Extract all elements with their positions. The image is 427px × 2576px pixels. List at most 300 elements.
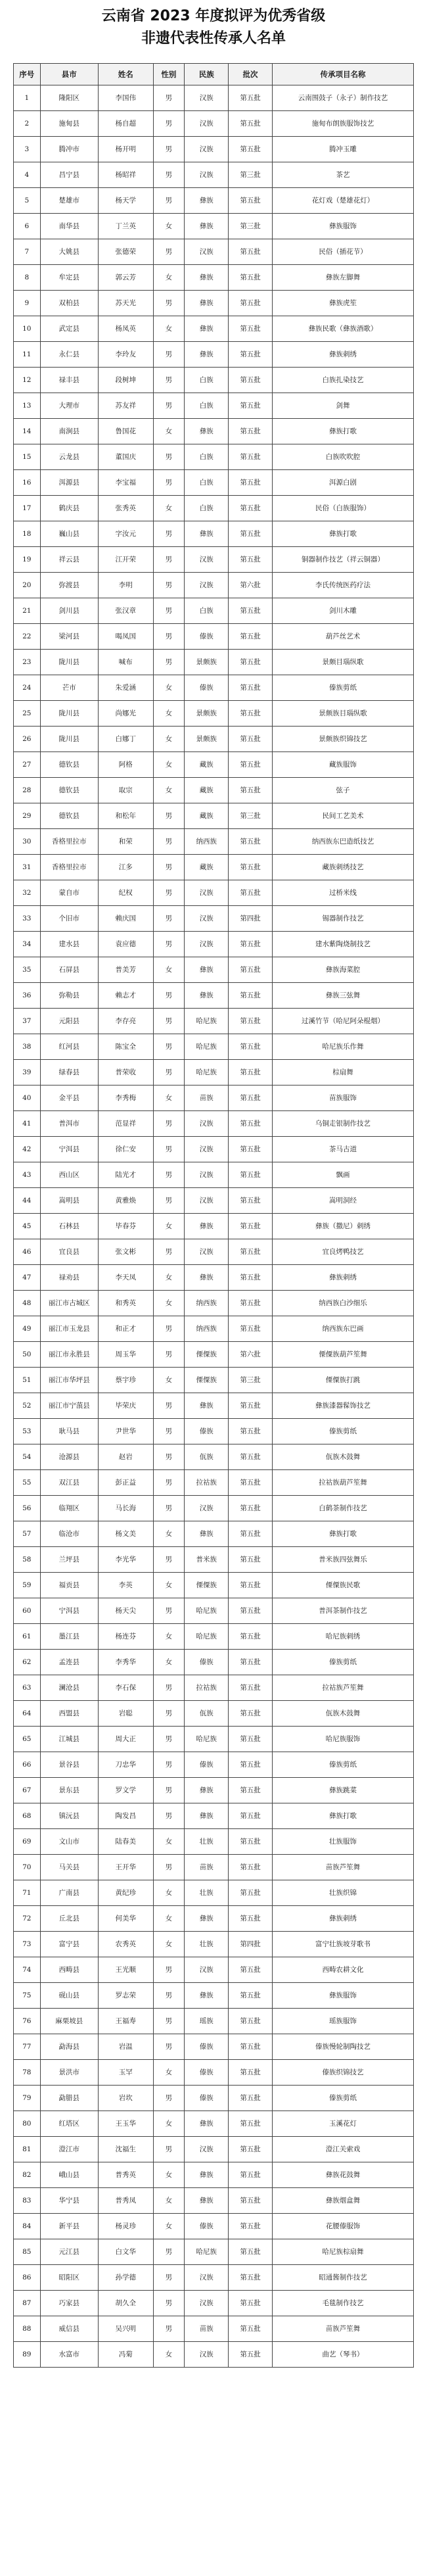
table-row [14, 2214, 414, 2239]
cell-name: 李宝福 [98, 470, 153, 496]
cell-project: 彝族服饰 [273, 1983, 414, 2009]
cell-project: 傣族慢轮制陶技艺 [273, 2034, 414, 2060]
table-row [14, 2239, 414, 2265]
cell-ethnicity: 哈尼族 [185, 1624, 229, 1650]
cell-name: 李天凤 [98, 1265, 153, 1291]
cell-name: 喊布 [98, 650, 153, 675]
cell-batch: 第五批 [229, 2265, 273, 2291]
cell-gender: 女 [153, 2111, 185, 2137]
cell-batch: 第五批 [229, 2239, 273, 2265]
cell-batch: 第五批 [229, 2009, 273, 2034]
cell-name: 江开荣 [98, 547, 153, 573]
cell-ethnicity: 哈尼族 [185, 1034, 229, 1060]
cell-county: 嵩明县 [40, 1188, 98, 1214]
cell-county: 陇川县 [40, 650, 98, 675]
cell-batch: 第五批 [229, 1137, 273, 1162]
cell-index: 41 [14, 1111, 41, 1137]
cell-county: 临翔区 [40, 1496, 98, 1521]
cell-batch: 第五批 [229, 1624, 273, 1650]
cell-gender: 男 [153, 2009, 185, 2034]
cell-index: 56 [14, 1496, 41, 1521]
cell-gender: 男 [153, 855, 185, 880]
cell-county: 昭阳区 [40, 2265, 98, 2291]
cell-project: 景颇族织锦技艺 [273, 727, 414, 752]
cell-ethnicity: 傈僳族 [185, 1368, 229, 1393]
cell-name: 李玲友 [98, 342, 153, 368]
cell-ethnicity: 傣族 [185, 2214, 229, 2239]
cell-county: 大姚县 [40, 239, 98, 265]
cell-index: 79 [14, 2086, 41, 2111]
cell-ethnicity: 彝族 [185, 1521, 229, 1547]
cell-county: 弥勒县 [40, 983, 98, 1009]
cell-gender: 男 [153, 162, 185, 188]
table-row [14, 650, 414, 675]
cell-county: 景谷县 [40, 1752, 98, 1778]
cell-project: 弦子 [273, 778, 414, 803]
cell-ethnicity: 哈尼族 [185, 1598, 229, 1624]
cell-project: 彝族漆器髹饰技艺 [273, 1393, 414, 1419]
cell-project: 彝族刺绣 [273, 342, 414, 368]
cell-gender: 男 [153, 1393, 185, 1419]
cell-name: 和秀英 [98, 1291, 153, 1316]
cell-batch: 第五批 [229, 752, 273, 778]
cell-gender: 女 [153, 1291, 185, 1316]
cell-ethnicity: 拉祜族 [185, 1470, 229, 1496]
cell-index: 43 [14, 1162, 41, 1188]
cell-ethnicity: 彝族 [185, 957, 229, 983]
cell-county: 西山区 [40, 1162, 98, 1188]
cell-name: 杨天尖 [98, 1598, 153, 1624]
cell-ethnicity: 彝族 [185, 188, 229, 214]
cell-county: 丽江市玉龙县 [40, 1316, 98, 1342]
table-row [14, 2086, 414, 2111]
cell-project: 乌铜走银制作技艺 [273, 1111, 414, 1137]
cell-project: 瑶族服饰 [273, 2009, 414, 2034]
cell-index: 87 [14, 2291, 41, 2316]
table-row [14, 1521, 414, 1547]
cell-ethnicity: 傈僳族 [185, 1342, 229, 1368]
cell-project: 白族扎染技艺 [273, 368, 414, 393]
cell-county: 建水县 [40, 932, 98, 957]
cell-batch: 第五批 [229, 1803, 273, 1829]
table-row [14, 1162, 414, 1188]
cell-county: 香格里拉市 [40, 829, 98, 855]
cell-gender: 女 [153, 496, 185, 521]
table-row [14, 1496, 414, 1521]
cell-ethnicity: 瑶族 [185, 2009, 229, 2034]
cell-batch: 第五批 [229, 1393, 273, 1419]
cell-project: 宜良烤鸭技艺 [273, 1239, 414, 1265]
cell-county: 福贡县 [40, 1573, 98, 1598]
cell-gender: 女 [153, 1368, 185, 1393]
cell-name: 马长海 [98, 1496, 153, 1521]
cell-ethnicity: 彝族 [185, 291, 229, 316]
table-row [14, 1701, 414, 1727]
cell-name: 黄纪珍 [98, 1880, 153, 1906]
cell-project: 哈尼族乐作舞 [273, 1034, 414, 1060]
cell-gender: 男 [153, 2086, 185, 2111]
cell-batch: 第五批 [229, 1829, 273, 1855]
cell-name: 白文华 [98, 2239, 153, 2265]
cell-index: 11 [14, 342, 41, 368]
cell-gender: 男 [153, 1470, 185, 1496]
cell-batch: 第五批 [229, 1650, 273, 1675]
cell-ethnicity: 彝族 [185, 1906, 229, 1932]
cell-batch: 第五批 [229, 2086, 273, 2111]
cell-gender: 男 [153, 111, 185, 137]
cell-ethnicity: 苗族 [185, 1855, 229, 1880]
table-row [14, 1598, 414, 1624]
cell-index: 13 [14, 393, 41, 419]
cell-batch: 第五批 [229, 1085, 273, 1111]
cell-gender: 女 [153, 1650, 185, 1675]
cell-name: 周玉华 [98, 1342, 153, 1368]
cell-name: 玉罕 [98, 2060, 153, 2086]
cell-county: 丘北县 [40, 1906, 98, 1932]
cell-county: 香格里拉市 [40, 855, 98, 880]
cell-batch: 第五批 [229, 111, 273, 137]
table-row [14, 291, 414, 316]
cell-gender: 男 [153, 983, 185, 1009]
cell-ethnicity: 傣族 [185, 2034, 229, 2060]
table-row [14, 1265, 414, 1291]
cell-name: 周大正 [98, 1727, 153, 1752]
cell-name: 杨文美 [98, 1521, 153, 1547]
cell-county: 广南县 [40, 1880, 98, 1906]
cell-ethnicity: 藏族 [185, 778, 229, 803]
cell-name: 朱爱涵 [98, 675, 153, 701]
cell-batch: 第五批 [229, 1880, 273, 1906]
cell-batch: 第五批 [229, 1727, 273, 1752]
table-row [14, 932, 414, 957]
cell-name: 冯菊 [98, 2342, 153, 2368]
table-row [14, 214, 414, 239]
cell-index: 55 [14, 1470, 41, 1496]
cell-county: 楚雄市 [40, 188, 98, 214]
cell-name: 王开华 [98, 1855, 153, 1880]
cell-index: 58 [14, 1547, 41, 1573]
cell-gender: 女 [153, 1624, 185, 1650]
cell-project: 富宁壮族坡芽歌书 [273, 1932, 414, 1957]
cell-batch: 第五批 [229, 880, 273, 906]
cell-index: 33 [14, 906, 41, 932]
cell-index: 53 [14, 1419, 41, 1444]
cell-batch: 第五批 [229, 368, 273, 393]
cell-index: 63 [14, 1675, 41, 1701]
cell-gender: 男 [153, 2265, 185, 2291]
cell-batch: 第三批 [229, 1368, 273, 1393]
cell-ethnicity: 傣族 [185, 1419, 229, 1444]
cell-gender: 男 [153, 239, 185, 265]
cell-name: 郭云芳 [98, 265, 153, 291]
cell-name: 罗志荣 [98, 1983, 153, 2009]
cell-gender: 女 [153, 2188, 185, 2214]
cell-name: 杨凤英 [98, 316, 153, 342]
table-row [14, 2342, 414, 2368]
cell-batch: 第五批 [229, 1573, 273, 1598]
table-row [14, 1675, 414, 1701]
cell-batch: 第五批 [229, 932, 273, 957]
cell-batch: 第五批 [229, 1009, 273, 1034]
cell-batch: 第五批 [229, 137, 273, 162]
cell-project: 拉祜族芦笙舞 [273, 1675, 414, 1701]
cell-gender: 男 [153, 1009, 185, 1034]
cell-gender: 男 [153, 1034, 185, 1060]
cell-gender: 女 [153, 675, 185, 701]
cell-batch: 第五批 [229, 957, 273, 983]
table-row [14, 727, 414, 752]
cell-batch: 第五批 [229, 1547, 273, 1573]
cell-ethnicity: 彝族 [185, 214, 229, 239]
cell-name: 陆光才 [98, 1162, 153, 1188]
cell-county: 德钦县 [40, 752, 98, 778]
cell-name: 杨自超 [98, 111, 153, 137]
table-row [14, 1778, 414, 1803]
cell-project: 壮族织锦 [273, 1880, 414, 1906]
cell-name: 喝凤国 [98, 624, 153, 650]
inheritor-table [13, 63, 414, 2368]
cell-project: 彝族跳菜 [273, 1778, 414, 1803]
cell-county: 丽江市永胜县 [40, 1342, 98, 1368]
cell-index: 57 [14, 1521, 41, 1547]
cell-project: 白鹤茶制作技艺 [273, 1496, 414, 1521]
cell-index: 72 [14, 1906, 41, 1932]
cell-county: 施甸县 [40, 111, 98, 137]
cell-project: 傈僳族打跳 [273, 1368, 414, 1393]
table-row [14, 1291, 414, 1316]
cell-index: 35 [14, 957, 41, 983]
cell-name: 江多 [98, 855, 153, 880]
cell-batch: 第五批 [229, 393, 273, 419]
table-row [14, 137, 414, 162]
cell-ethnicity: 傣族 [185, 1752, 229, 1778]
cell-county: 德钦县 [40, 778, 98, 803]
header-county: 县市 [40, 64, 98, 85]
cell-batch: 第五批 [229, 855, 273, 880]
cell-county: 宜良县 [40, 1239, 98, 1265]
cell-project: 葫芦丝艺术 [273, 624, 414, 650]
cell-index: 45 [14, 1214, 41, 1239]
cell-county: 洱源县 [40, 470, 98, 496]
cell-ethnicity: 汉族 [185, 906, 229, 932]
cell-name: 普荣收 [98, 1060, 153, 1085]
cell-index: 39 [14, 1060, 41, 1085]
cell-index: 36 [14, 983, 41, 1009]
cell-gender: 女 [153, 701, 185, 727]
cell-ethnicity: 彝族 [185, 342, 229, 368]
cell-index: 64 [14, 1701, 41, 1727]
cell-county: 牟定县 [40, 265, 98, 291]
cell-county: 永仁县 [40, 342, 98, 368]
cell-batch: 第五批 [229, 1598, 273, 1624]
cell-gender: 男 [153, 1547, 185, 1573]
cell-ethnicity: 汉族 [185, 1239, 229, 1265]
cell-project: 傣族剪纸 [273, 675, 414, 701]
cell-name: 张秀英 [98, 496, 153, 521]
cell-county: 景洪市 [40, 2060, 98, 2086]
cell-ethnicity: 拉祜族 [185, 1675, 229, 1701]
cell-index: 1 [14, 85, 41, 111]
cell-name: 董国庆 [98, 444, 153, 470]
cell-project: 彝族三弦舞 [273, 983, 414, 1009]
cell-batch: 第五批 [229, 547, 273, 573]
cell-batch: 第五批 [229, 2291, 273, 2316]
cell-project: 毛毯制作技艺 [273, 2291, 414, 2316]
cell-ethnicity: 汉族 [185, 1162, 229, 1188]
cell-batch: 第五批 [229, 1701, 273, 1727]
cell-project: 民俗（插花节） [273, 239, 414, 265]
cell-ethnicity: 藏族 [185, 752, 229, 778]
cell-ethnicity: 汉族 [185, 2342, 229, 2368]
cell-index: 59 [14, 1573, 41, 1598]
cell-batch: 第五批 [229, 650, 273, 675]
cell-index: 62 [14, 1650, 41, 1675]
table-row [14, 521, 414, 547]
cell-ethnicity: 白族 [185, 470, 229, 496]
cell-name: 张德荣 [98, 239, 153, 265]
cell-gender: 男 [153, 1598, 185, 1624]
cell-name: 毕春芬 [98, 1214, 153, 1239]
cell-name: 普美芳 [98, 957, 153, 983]
cell-project: 茶艺 [273, 162, 414, 188]
table-row [14, 880, 414, 906]
cell-county: 西盟县 [40, 1701, 98, 1727]
cell-project: 哈尼族棕扇舞 [273, 2239, 414, 2265]
cell-name: 李秀梅 [98, 1085, 153, 1111]
table-row [14, 1214, 414, 1239]
cell-gender: 男 [153, 1675, 185, 1701]
cell-batch: 第五批 [229, 1214, 273, 1239]
table-row [14, 2111, 414, 2137]
cell-gender: 女 [153, 265, 185, 291]
cell-project: 苗族芦笙舞 [273, 2316, 414, 2342]
cell-index: 69 [14, 1829, 41, 1855]
cell-ethnicity: 汉族 [185, 85, 229, 111]
cell-gender: 女 [153, 316, 185, 342]
cell-name: 刀忠华 [98, 1752, 153, 1778]
cell-county: 峨山县 [40, 2162, 98, 2188]
cell-name: 丁兰英 [98, 214, 153, 239]
cell-index: 24 [14, 675, 41, 701]
cell-name: 字汝元 [98, 521, 153, 547]
table-row [14, 778, 414, 803]
cell-project: 剑川木雕 [273, 598, 414, 624]
cell-county: 澄江市 [40, 2137, 98, 2162]
cell-index: 54 [14, 1444, 41, 1470]
cell-project: 哈尼族服饰 [273, 1727, 414, 1752]
cell-batch: 第五批 [229, 444, 273, 470]
cell-name: 阿格 [98, 752, 153, 778]
cell-batch: 第五批 [229, 598, 273, 624]
cell-ethnicity: 汉族 [185, 1137, 229, 1162]
table-row [14, 2009, 414, 2034]
cell-name: 陶发昌 [98, 1803, 153, 1829]
cell-batch: 第五批 [229, 1060, 273, 1085]
cell-project: 昭通酱制作技艺 [273, 2265, 414, 2291]
cell-project: 哈尼族刺绣 [273, 1624, 414, 1650]
table-row [14, 1752, 414, 1778]
cell-ethnicity: 汉族 [185, 880, 229, 906]
cell-batch: 第五批 [229, 85, 273, 111]
table-row [14, 1137, 414, 1162]
cell-index: 29 [14, 803, 41, 829]
table-row [14, 1034, 414, 1060]
cell-index: 18 [14, 521, 41, 547]
cell-gender: 男 [153, 85, 185, 111]
cell-index: 49 [14, 1316, 41, 1342]
cell-ethnicity: 汉族 [185, 932, 229, 957]
cell-gender: 男 [153, 2316, 185, 2342]
cell-gender: 男 [153, 470, 185, 496]
cell-index: 75 [14, 1983, 41, 2009]
cell-project: 傈僳族葫芦笙舞 [273, 1342, 414, 1368]
cell-index: 6 [14, 214, 41, 239]
cell-project: 建水紫陶烧制技艺 [273, 932, 414, 957]
table-row [14, 2162, 414, 2188]
cell-batch: 第三批 [229, 162, 273, 188]
cell-county: 禄劝县 [40, 1265, 98, 1291]
table-row [14, 752, 414, 778]
cell-index: 50 [14, 1342, 41, 1368]
title-line-2: 非遗代表性传承人名单 [141, 30, 286, 47]
cell-name: 农秀英 [98, 1932, 153, 1957]
cell-ethnicity: 白族 [185, 496, 229, 521]
cell-gender: 男 [153, 547, 185, 573]
cell-index: 40 [14, 1085, 41, 1111]
cell-county: 普洱市 [40, 1111, 98, 1137]
cell-index: 88 [14, 2316, 41, 2342]
cell-gender: 男 [153, 1188, 185, 1214]
cell-project: 施甸布朗族服饰技艺 [273, 111, 414, 137]
table-row [14, 2034, 414, 2060]
cell-batch: 第五批 [229, 1778, 273, 1803]
cell-batch: 第五批 [229, 983, 273, 1009]
cell-batch: 第五批 [229, 1752, 273, 1778]
cell-gender: 男 [153, 1752, 185, 1778]
cell-batch: 第五批 [229, 2060, 273, 2086]
cell-name: 赖庆国 [98, 906, 153, 932]
table-row [14, 855, 414, 880]
cell-gender: 女 [153, 752, 185, 778]
cell-county: 祥云县 [40, 547, 98, 573]
cell-project: 彝族打歌 [273, 1803, 414, 1829]
cell-county: 澜沧县 [40, 1675, 98, 1701]
cell-batch: 第五批 [229, 2214, 273, 2239]
cell-name: 杨天学 [98, 188, 153, 214]
cell-name: 毕荣庆 [98, 1393, 153, 1419]
cell-name: 尹世华 [98, 1419, 153, 1444]
cell-index: 26 [14, 727, 41, 752]
cell-county: 红河县 [40, 1034, 98, 1060]
cell-county: 华宁县 [40, 2188, 98, 2214]
cell-name: 杨灵珍 [98, 2214, 153, 2239]
cell-batch: 第五批 [229, 342, 273, 368]
cell-gender: 男 [153, 1727, 185, 1752]
cell-county: 孟连县 [40, 1650, 98, 1675]
cell-county: 临沧市 [40, 1521, 98, 1547]
cell-index: 8 [14, 265, 41, 291]
cell-batch: 第五批 [229, 188, 273, 214]
cell-county: 南涧县 [40, 419, 98, 444]
cell-index: 85 [14, 2239, 41, 2265]
cell-project: 过溪竹节（哈尼阿朵棍烟） [273, 1009, 414, 1034]
cell-index: 32 [14, 880, 41, 906]
cell-project: 云南围鼓子（永子）制作技艺 [273, 85, 414, 111]
cell-project: 彝族打歌 [273, 419, 414, 444]
cell-batch: 第五批 [229, 1983, 273, 2009]
cell-batch: 第五批 [229, 778, 273, 803]
cell-gender: 男 [153, 624, 185, 650]
